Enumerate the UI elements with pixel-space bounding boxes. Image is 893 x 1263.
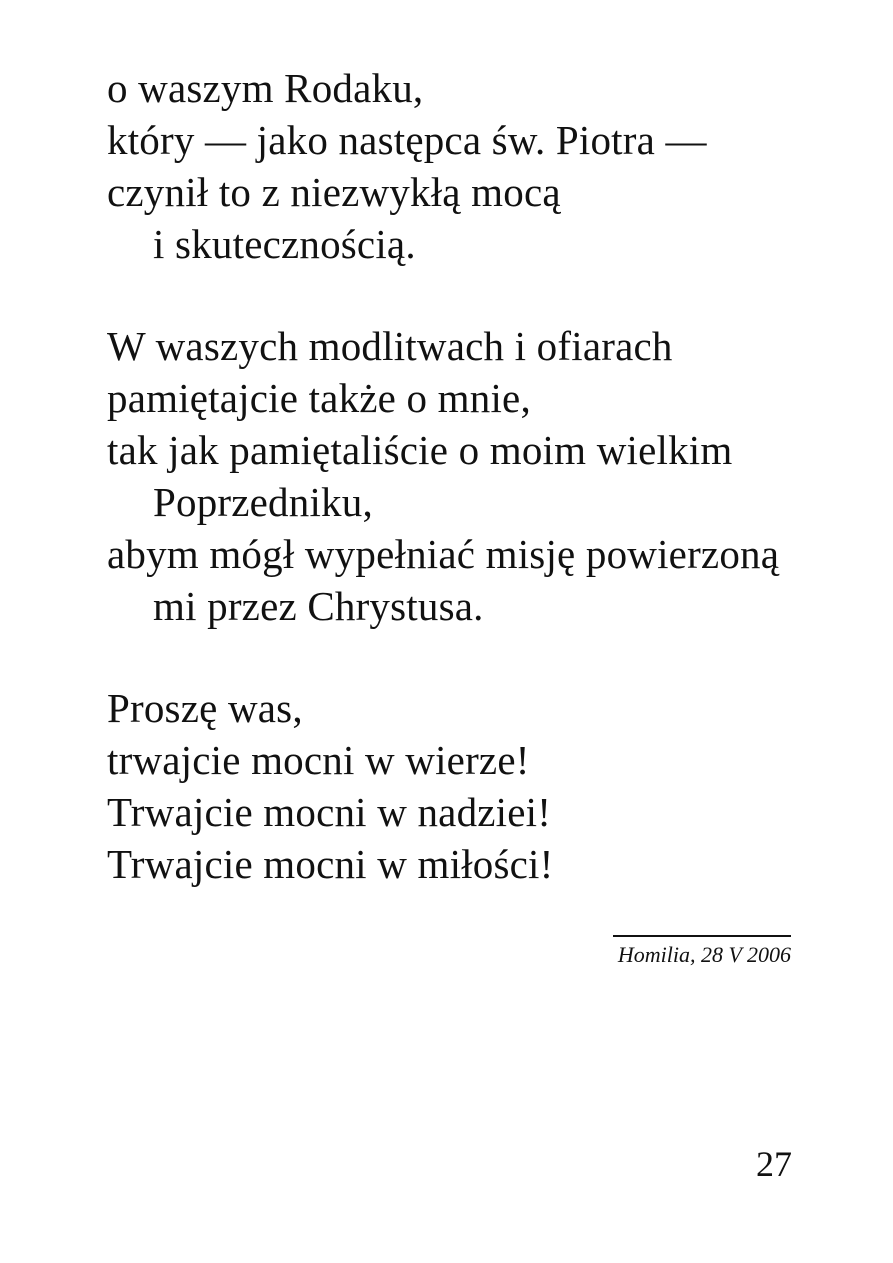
poem-line-indented: i skutecznością.	[153, 221, 416, 267]
poem-line-indented: Poprzedniku,	[153, 479, 373, 525]
poem-line: Proszę was,	[107, 685, 303, 731]
stanza-3	[107, 682, 807, 890]
poem-line: który — jako następca św. Piotra —	[107, 117, 707, 163]
poem-line: czynił to z niezwykłą mocą	[107, 169, 561, 215]
poem-line: W waszych modlitwach i ofiarach	[107, 323, 673, 369]
stanza-2	[107, 320, 807, 632]
poem-line: Trwajcie mocni w nadziei!	[107, 789, 552, 835]
source-divider	[613, 935, 791, 937]
page-number: 27	[756, 1144, 792, 1184]
poem-line: pamiętajcie także o mnie,	[107, 375, 531, 421]
poem-line: o waszym Rodaku,	[107, 65, 424, 111]
poem-line: Trwajcie mocni w miłości!	[107, 841, 554, 887]
source-citation: Homilia, 28 V 2006	[617, 942, 791, 967]
poem-line: abym mógł wypełniać misję powierzoną	[107, 531, 780, 577]
poem-line-indented: mi przez Chrystusa.	[153, 583, 484, 629]
stanza-1	[107, 62, 807, 270]
poem-line: tak jak pamiętaliście o moim wielkim	[107, 427, 733, 473]
poem-line: trwajcie mocni w wierze!	[107, 737, 530, 783]
